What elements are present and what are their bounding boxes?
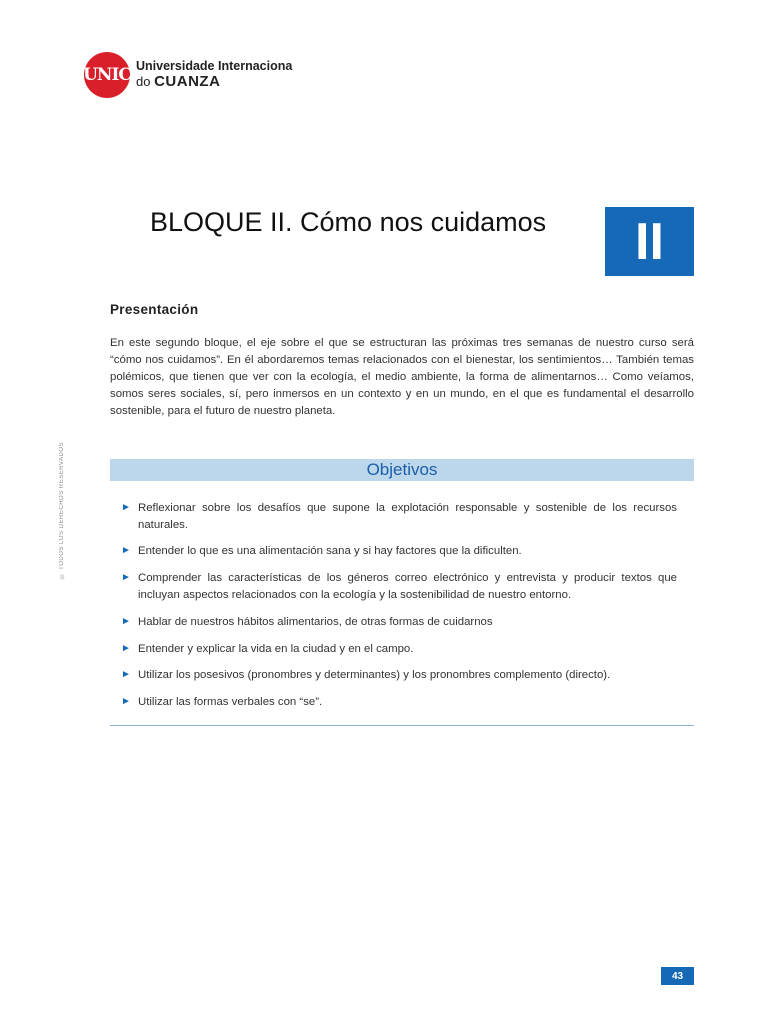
presentation-heading: Presentación <box>110 302 199 317</box>
objective-item <box>121 694 677 711</box>
objective-item <box>121 570 677 603</box>
objective-item <box>121 500 677 533</box>
objectives-list <box>121 500 677 721</box>
block-badge: II <box>605 207 694 276</box>
objective-item <box>121 667 677 684</box>
objective-text: Utilizar las formas verbales con “se”. <box>138 696 323 709</box>
logo-line2-strong: CUANZA <box>154 73 221 90</box>
objective-text: Utilizar los posesivos (pronombres y determinantes) y los pronombres complemento (directo). <box>138 669 611 682</box>
objective-text: Entender lo que es una alimentación sana y si hay factores que la dificulten. <box>138 545 522 558</box>
objective-text: Hablar de nuestros hábitos alimentarios, de otras formas de cuidarnos <box>138 615 493 628</box>
logo-line2-prefix: do <box>136 74 155 89</box>
logo-text <box>136 58 292 90</box>
objective-item <box>121 641 677 658</box>
objective-item <box>121 543 677 560</box>
copyright-note: © TODOS LOS DERECHOS RESERVADOS <box>59 442 65 579</box>
presentation-text: En este segundo bloque, el eje sobre el que se estructuran las próximas tres semanas de nuestro curso será “cómo nos cuidamos”. En él abordaremos temas relacionados con el bienestar, los sentimientos… También temas polémicos, que tienen que ver con la ecología, el medio ambiente, la forma de alimentarnos… Como veíamos, somos seres sociales, sí, pero inmersos en un contexto y en un mundo, en el que es fundamental el desarrollo sostenible, para el futuro de nuestro planeta. <box>110 337 694 417</box>
logo-line2 <box>136 74 292 90</box>
triangle-bullet-icon: ► <box>121 669 131 681</box>
objective-text: Reflexionar sobre los desafíos que supone la explotación responsable y sostenible de los recursos naturales. <box>138 502 677 531</box>
objective-text: Entender y explicar la vida en la ciudad y en el campo. <box>138 642 414 655</box>
block-title: BLOQUE II. Cómo nos cuidamos <box>150 207 547 237</box>
triangle-bullet-icon: ► <box>121 642 131 654</box>
page-number: 43 <box>661 967 694 985</box>
objectives-title: Objetivos <box>366 460 438 479</box>
logo-line1: Universidade Internaciona <box>136 59 293 73</box>
section-divider <box>110 725 694 726</box>
objective-text: Comprender las características de los géneros correo electrónico y entrevista y producir textos que incluyan aspectos relacionados con la ecología y la sostenibilidad de nuestro entorno. <box>138 572 677 601</box>
university-logo <box>83 52 293 98</box>
logo-mark: UNIC <box>84 52 130 98</box>
triangle-bullet-icon: ► <box>121 545 131 557</box>
triangle-bullet-icon: ► <box>121 696 131 708</box>
triangle-bullet-icon: ► <box>121 572 131 584</box>
objective-item <box>121 614 677 631</box>
objectives-header-bar <box>110 459 694 481</box>
triangle-bullet-icon: ► <box>121 615 131 627</box>
triangle-bullet-icon: ► <box>121 502 131 513</box>
